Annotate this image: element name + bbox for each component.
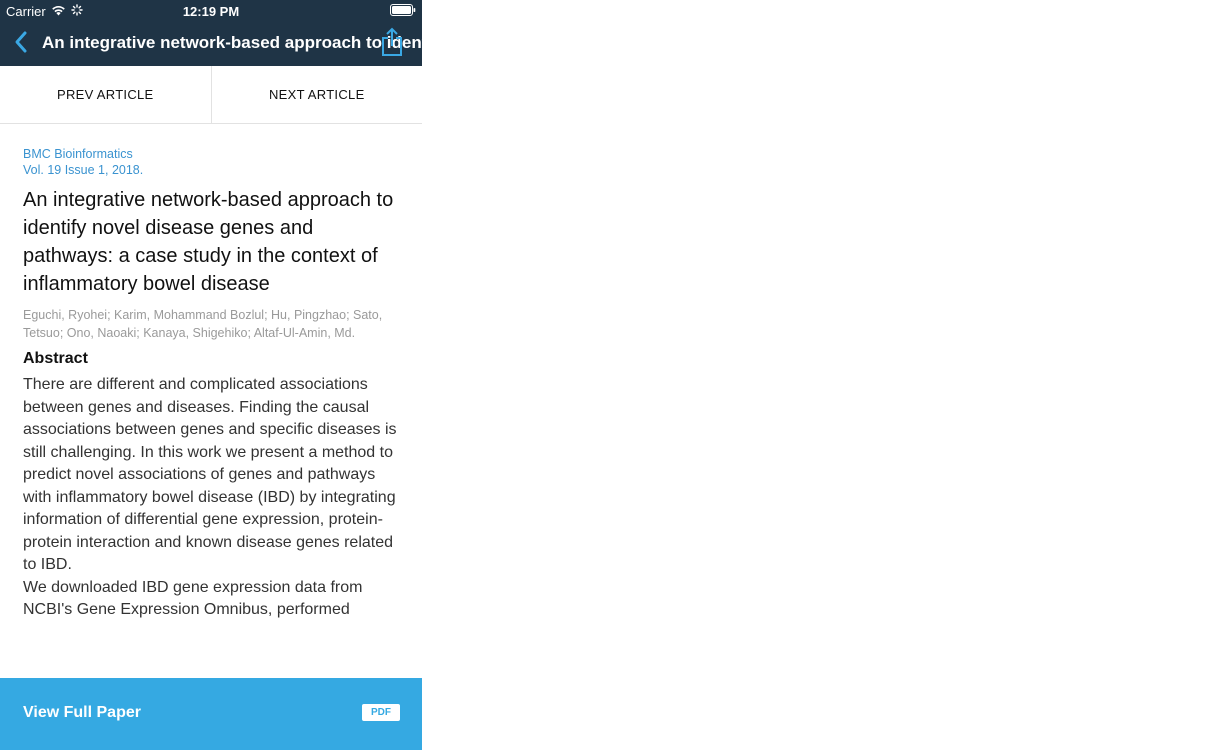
prev-article-button[interactable]: PREV ARTICLE	[0, 66, 211, 123]
status-time: 12:19 PM	[182, 4, 240, 19]
back-button[interactable]	[6, 26, 36, 62]
navigation-bar	[0, 22, 1214, 66]
carrier-label: Carrier	[6, 4, 46, 19]
next-article-button[interactable]: NEXT ARTICLE	[212, 66, 423, 123]
status-right	[390, 4, 416, 19]
nav-title: An integrative network-based approach to identify novel disease genes and pathways: a case study in the context of inflammatory bowel disease	[42, 33, 1214, 52]
journal-name[interactable]: BMC Bioinformatics	[23, 147, 133, 161]
pdf-badge: PDF	[362, 704, 400, 721]
view-full-paper-bar[interactable]	[0, 678, 422, 750]
view-full-paper-button[interactable]: View Full Paper	[23, 704, 141, 721]
article-navigation	[0, 66, 422, 124]
abstract-paragraph: We downloaded IBD gene expression data from NCBI's Gene Expression Omnibus, performed	[23, 578, 363, 618]
chevron-left-icon	[14, 31, 28, 58]
battery-icon	[390, 4, 416, 19]
article-title: An integrative network-based approach to identify novel disease genes and pathways: a case study in the context of inflammatory bowel disease	[23, 189, 394, 295]
share-button[interactable]	[378, 26, 406, 62]
top-bar	[0, 0, 1214, 66]
journal-issue: Vol. 19 Issue 1, 2018.	[23, 163, 144, 177]
abstract-paragraph: There are different and complicated associations between genes and diseases. Finding the causal associations between genes and specific diseases is still challenging. In this work we present a method to predict novel associations of genes and pathways with inflammatory bowel disease (IBD) by integrating information of differential gene expression, protein-protein interaction and known disease genes related to IBD.	[23, 376, 397, 573]
article-content	[23, 146, 403, 622]
article-authors: Eguchi, Ryohei; Karim, Mohammand Bozlul; Hu, Pingzhao; Sato, Tetsuo; Ono, Naoaki; Kanaya, Shigehiko; Altaf-Ul-Amin, Md.	[23, 308, 383, 340]
abstract-heading: Abstract	[23, 350, 88, 367]
status-bar	[0, 0, 422, 22]
share-icon	[381, 27, 403, 62]
